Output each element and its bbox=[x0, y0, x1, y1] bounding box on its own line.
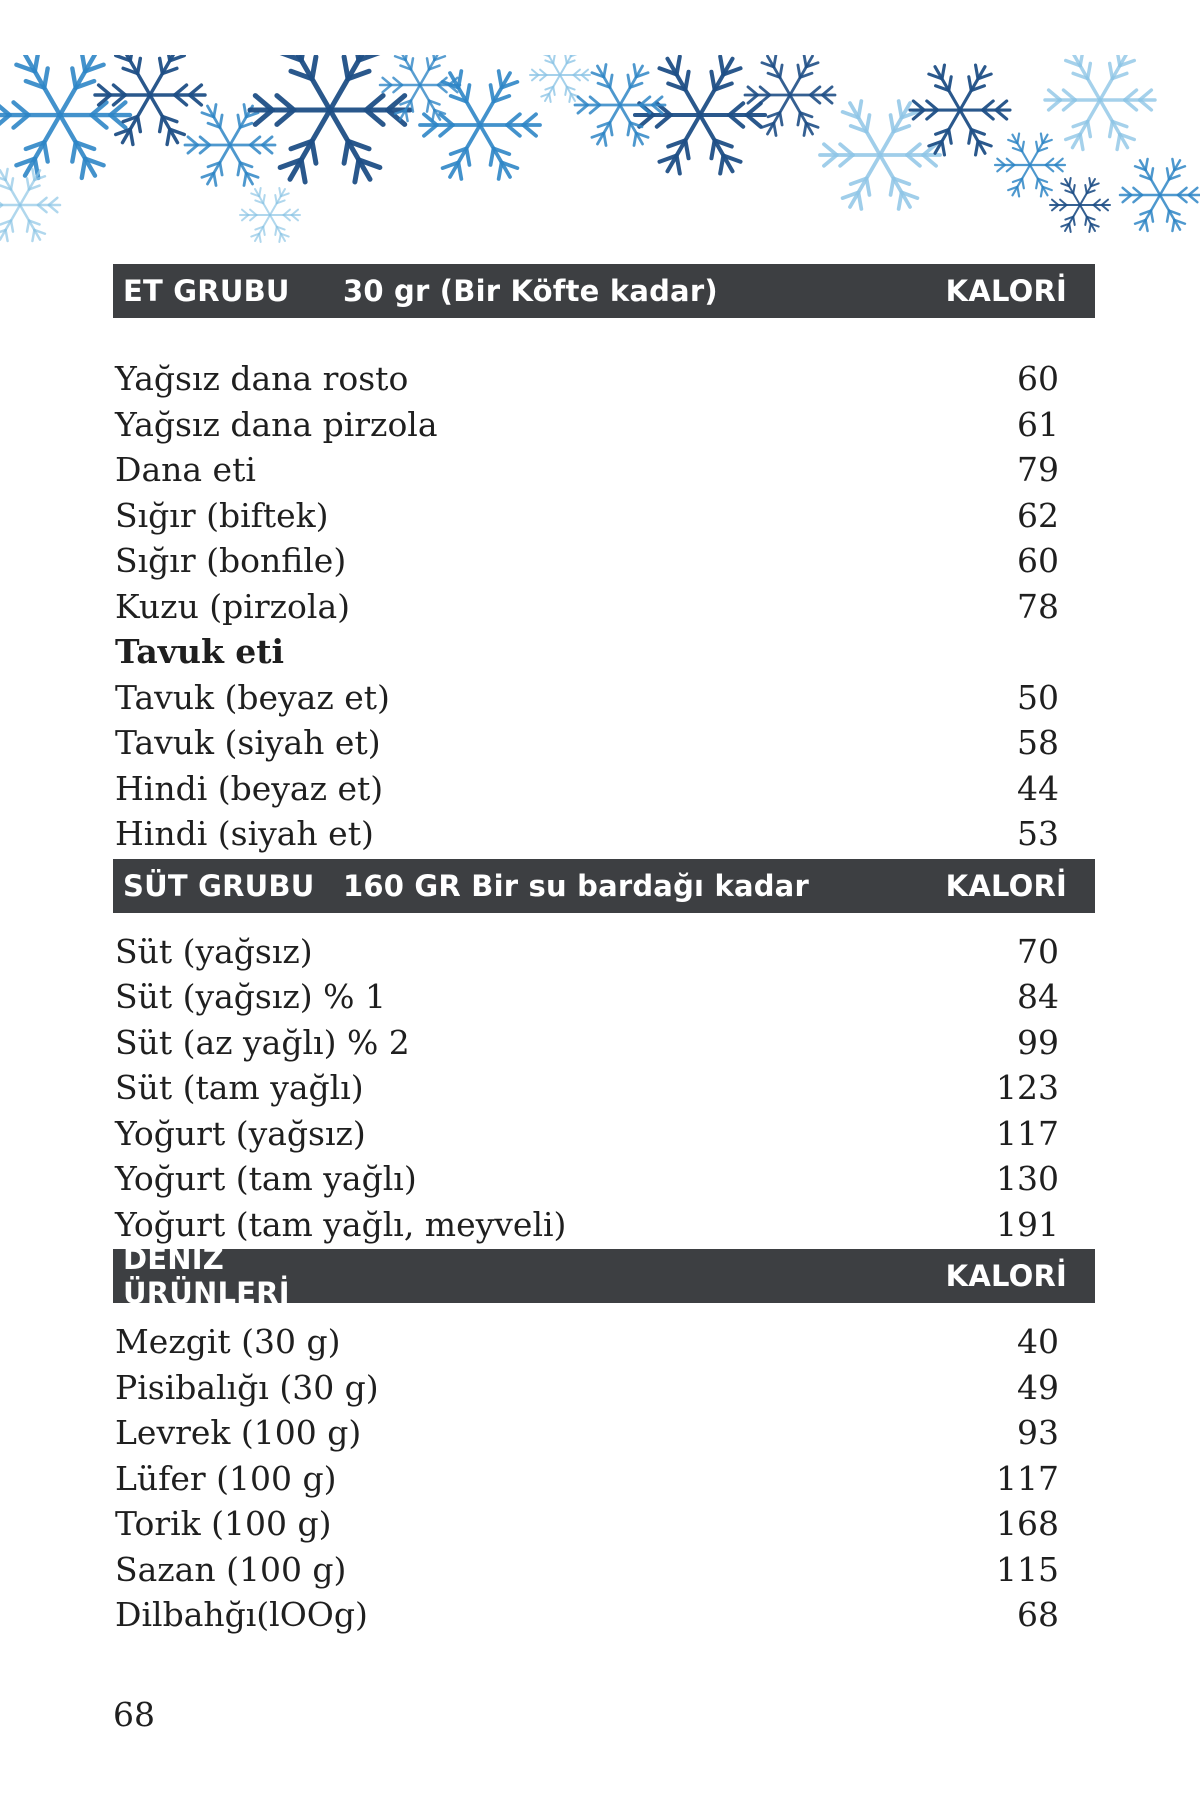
food-name: Yağsız dana pirzola bbox=[115, 404, 438, 444]
food-calorie: 68 bbox=[1017, 1595, 1059, 1634]
food-calorie: 79 bbox=[1017, 450, 1059, 489]
food-calorie: 53 bbox=[1017, 814, 1059, 853]
table-row bbox=[113, 1592, 1095, 1638]
food-calorie: 40 bbox=[1017, 1322, 1059, 1361]
snowflake-icon bbox=[0, 55, 130, 178]
section-header-sut bbox=[113, 859, 1095, 913]
snowflake-icon bbox=[240, 188, 300, 242]
food-name: Sığır (biftek) bbox=[115, 495, 329, 535]
food-calorie: 117 bbox=[996, 1458, 1059, 1498]
food-name: Torik (100 g) bbox=[115, 1504, 332, 1543]
section-group-label: SÜT GRUBU bbox=[123, 868, 315, 903]
food-name: Yağsız dana rosto bbox=[115, 359, 409, 398]
table-row bbox=[113, 1065, 1095, 1111]
food-calorie: 78 bbox=[1017, 586, 1059, 626]
snowflake-icon bbox=[530, 55, 590, 102]
food-calorie: 84 bbox=[1017, 977, 1059, 1016]
food-calorie: 93 bbox=[1017, 1413, 1059, 1452]
section-body-deniz bbox=[113, 1303, 1095, 1640]
food-name: Süt (yağsız) % 1 bbox=[115, 977, 387, 1016]
table-row bbox=[113, 1156, 1095, 1202]
subheading-label: Tavuk eti bbox=[115, 632, 285, 671]
food-name: Levrek (100 g) bbox=[115, 1413, 362, 1452]
table-row bbox=[113, 1456, 1095, 1502]
section-calorie-label: KALORİ bbox=[945, 868, 1067, 903]
table-row bbox=[113, 1365, 1095, 1411]
food-calorie: 70 bbox=[1017, 931, 1059, 971]
table-row bbox=[113, 929, 1095, 975]
food-calorie: 50 bbox=[1017, 677, 1059, 717]
table-row bbox=[113, 1410, 1095, 1456]
food-calorie: 191 bbox=[996, 1204, 1059, 1244]
snowflake-icon bbox=[820, 101, 940, 209]
table-row bbox=[113, 675, 1095, 721]
table-row bbox=[113, 1547, 1095, 1593]
food-name: Tavuk (siyah et) bbox=[115, 723, 381, 762]
snowflake-icon bbox=[420, 71, 540, 179]
food-name: Pisibalığı (30 g) bbox=[115, 1367, 379, 1407]
snowflake-icon bbox=[1120, 159, 1200, 231]
food-calorie: 168 bbox=[996, 1504, 1059, 1543]
food-calorie: 115 bbox=[996, 1549, 1059, 1589]
food-name: Süt (az yağlı) % 2 bbox=[115, 1022, 410, 1062]
section-portion-label: 160 GR Bir su bardağı kadar bbox=[343, 868, 809, 903]
food-calorie: 99 bbox=[1017, 1022, 1059, 1062]
table-row bbox=[113, 447, 1095, 493]
table-row bbox=[113, 493, 1095, 539]
snowflake-icon bbox=[1045, 55, 1155, 149]
snowflake-icon bbox=[250, 55, 410, 182]
table-row bbox=[113, 1020, 1095, 1066]
table-row bbox=[113, 402, 1095, 448]
subheading-row bbox=[113, 629, 1095, 675]
section-body-et bbox=[113, 318, 1095, 859]
food-name: Sazan (100 g) bbox=[115, 1549, 347, 1589]
snowflake-icon bbox=[995, 134, 1065, 197]
section-group-label: DENİZ ÜRÜNLERİ bbox=[123, 1242, 290, 1310]
food-name: Tavuk (beyaz et) bbox=[115, 677, 390, 717]
snowflake-icon bbox=[1050, 178, 1110, 232]
section-header-deniz bbox=[113, 1242, 1095, 1310]
snowflake-icon bbox=[575, 65, 665, 146]
food-name: Sığır (bonfile) bbox=[115, 541, 347, 580]
table-row bbox=[113, 766, 1095, 812]
food-calorie: 60 bbox=[1017, 541, 1059, 580]
food-calorie: 58 bbox=[1017, 723, 1059, 762]
food-name: Dilbahğı(lOOg) bbox=[115, 1595, 368, 1634]
food-calorie: 44 bbox=[1017, 768, 1059, 808]
calorie-table bbox=[113, 264, 1095, 1640]
section-group-label: ET GRUBU bbox=[123, 274, 290, 308]
food-calorie: 60 bbox=[1017, 359, 1059, 398]
snowflake-icon bbox=[95, 55, 205, 144]
table-row bbox=[113, 1501, 1095, 1547]
food-name: Süt (yağsız) bbox=[115, 931, 313, 971]
snowflake-banner bbox=[0, 55, 1200, 265]
food-name: Kuzu (pirzola) bbox=[115, 586, 350, 626]
food-name: Dana eti bbox=[115, 450, 256, 489]
section-header-et bbox=[113, 264, 1095, 318]
food-calorie: 49 bbox=[1017, 1367, 1059, 1407]
food-name: Lüfer (100 g) bbox=[115, 1458, 337, 1498]
food-name: Yoğurt (tam yağlı) bbox=[115, 1159, 417, 1198]
snowflake-icon bbox=[635, 57, 765, 174]
food-name: Süt (tam yağlı) bbox=[115, 1068, 364, 1107]
table-row bbox=[113, 1111, 1095, 1157]
table-row bbox=[113, 584, 1095, 630]
food-name: Yoğurt (tam yağlı, meyveli) bbox=[115, 1204, 567, 1244]
section-calorie-label: KALORİ bbox=[945, 274, 1067, 308]
food-calorie: 117 bbox=[996, 1113, 1059, 1153]
snowflake-icon bbox=[0, 169, 60, 241]
page-number: 68 bbox=[113, 1695, 155, 1734]
table-row bbox=[113, 720, 1095, 766]
table-row bbox=[113, 538, 1095, 584]
snowflake-decoration bbox=[0, 55, 1200, 265]
food-name: Hindi (siyah et) bbox=[115, 814, 374, 853]
food-calorie: 61 bbox=[1017, 404, 1059, 444]
food-name: Hindi (beyaz et) bbox=[115, 768, 384, 808]
food-name: Mezgit (30 g) bbox=[115, 1322, 341, 1361]
food-calorie: 130 bbox=[996, 1159, 1059, 1198]
section-calorie-label: KALORİ bbox=[945, 1259, 1067, 1293]
table-row bbox=[113, 1319, 1095, 1365]
food-name: Yoğurt (yağsız) bbox=[115, 1113, 366, 1153]
table-row bbox=[113, 356, 1095, 402]
food-calorie: 123 bbox=[996, 1068, 1059, 1107]
section-portion-label: 30 gr (Bir Köfte kadar) bbox=[343, 274, 718, 308]
table-row bbox=[113, 974, 1095, 1020]
table-row bbox=[113, 811, 1095, 857]
snowflake-icon bbox=[910, 65, 1010, 155]
food-calorie: 62 bbox=[1017, 495, 1059, 535]
table-row bbox=[113, 1202, 1095, 1248]
section-body-sut bbox=[113, 913, 1095, 1250]
